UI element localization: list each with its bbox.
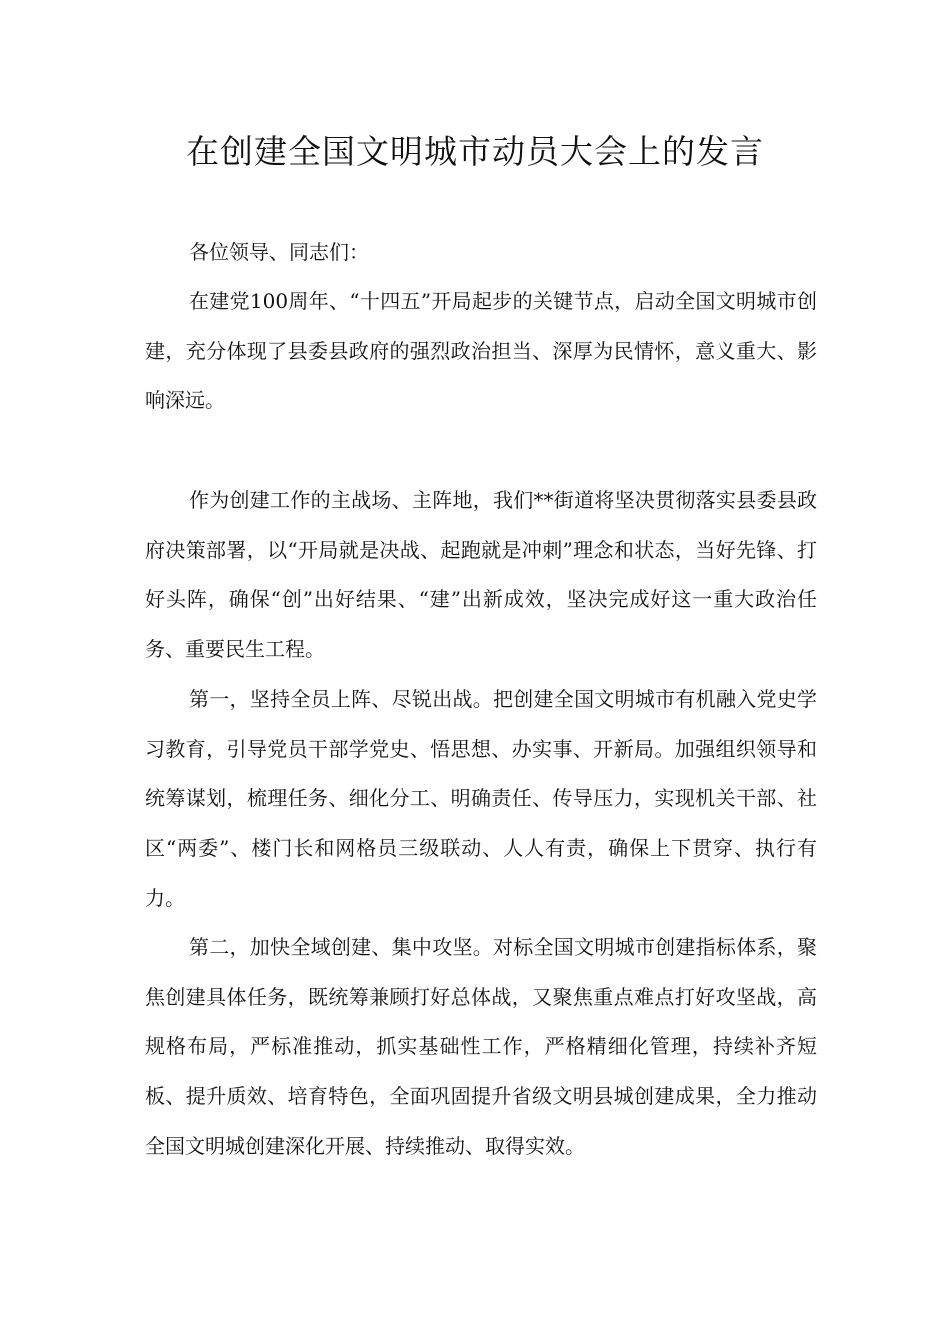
document-title: 在创建全国文明城市动员大会上的发言	[186, 132, 764, 171]
paragraph-3: 第一，坚持全员上阵、尽锐出战。把创建全国文明城市有机融入党史学习教育，引导党员干部学党史、悟思想、办实事、开新局。加强组织领导和统筹谋划，梳理任务、细化分工、明确责任、传导压力，实现机关干部、社区“两委”、楼门长和网格员三级联动、人人有责，确保上下贯穿、执行有力。	[145, 687, 817, 910]
salutation: 各位领导、同志们：	[189, 240, 369, 264]
paragraph-1: 在建党100周年、“十四五”开局起步的关键节点，启动全国文明城市创建，充分体现了县委县政府的强烈政治担当、深厚为民情怀，意义重大、影响深远。	[145, 289, 817, 413]
paragraph-4: 第二，加快全域创建、集中攻坚。对标全国文明城市创建指标体系，聚焦创建具体任务，既统筹兼顾打好总体战，又聚焦重点难点打好攻坚战，高规格布局，严标准推动，抓实基础性工作，严格精细化管理，持续补齐短板、提升质效、培育特色，全面巩固提升省级文明县城创建成果，全力推动全国文明城创建深化开展、持续推动、取得实效。	[145, 935, 817, 1158]
paragraph-2: 作为创建工作的主战场、主阵地，我们**街道将坚决贯彻落实县委县政府决策部署，以“开局就是决战、起跑就是冲刺”理念和状态，当好先锋、打好头阵，确保“创”出好结果、“建”出新成效，坚决完成好这一重大政治任务、重要民生工程。	[145, 488, 817, 662]
